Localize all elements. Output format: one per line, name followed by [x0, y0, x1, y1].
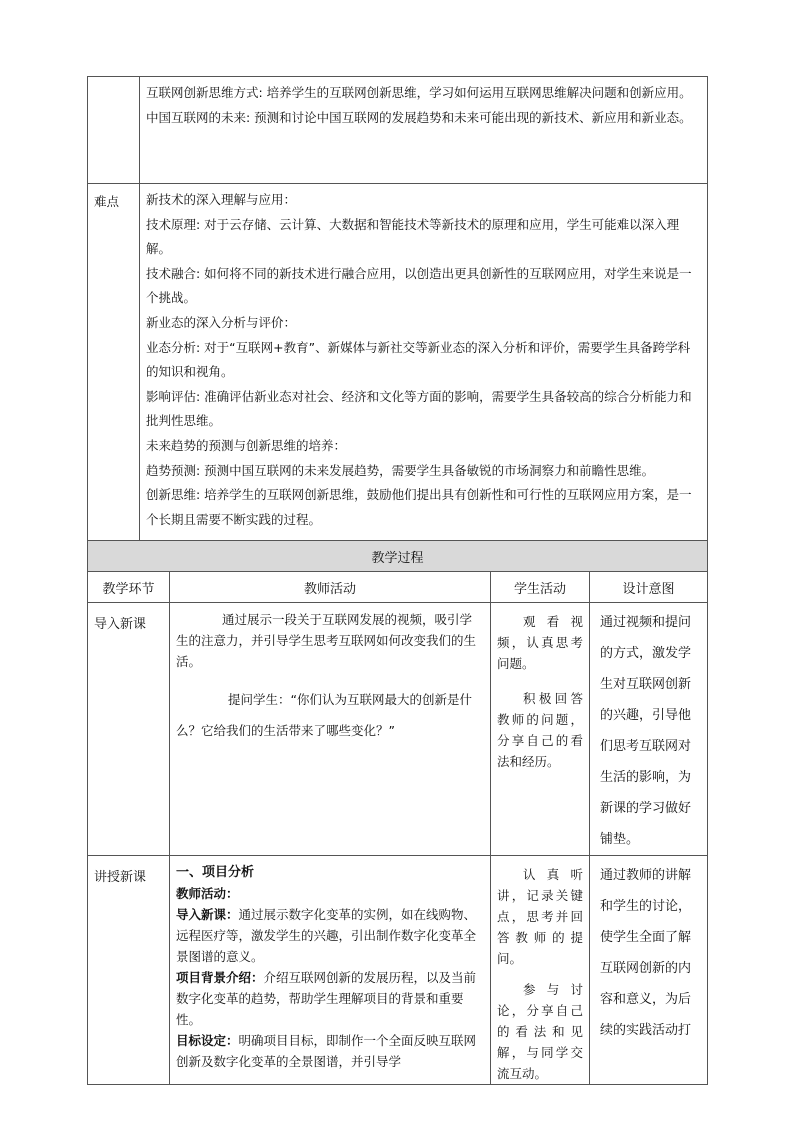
continued-row: [88, 77, 708, 184]
lecture-item: [176, 967, 484, 1030]
teacher-activity-cell: [170, 856, 491, 1085]
continued-content: [140, 77, 708, 184]
lesson-plan-page: [87, 76, 707, 1085]
header-teacher: 教师活动: [170, 572, 491, 603]
section-title: 一、项目分析: [176, 865, 255, 880]
lecture-item-text: 通过展示数字化变革的实例，如在线购物、远程医疗等，激发学生的兴趣，引出制作数字化变革全景图谱的意义。: [176, 907, 477, 964]
lesson-plan-table: [87, 76, 708, 1085]
difficulty-heading: 新技术的深入理解与应用：: [146, 192, 297, 207]
student-paragraph: 参与讨论，分享自己的看法和见解，与同学交流互动。: [497, 982, 583, 1081]
header-stage: 教学环节: [88, 572, 170, 603]
lecture-item: [176, 904, 484, 967]
process-band-title: 教学过程: [88, 541, 708, 572]
lecture-item-label: 目标设定：: [176, 1033, 239, 1048]
stage-cell: 讲授新课: [88, 856, 170, 1085]
process-row-intro: [88, 603, 708, 856]
header-student: 学生活动: [491, 572, 590, 603]
process-band-row: [88, 541, 708, 572]
design-intent-cell: 通过视频和提问的方式，激发学生对互联网创新的兴趣，引导他们思考互联网对生活的影响，为新课的学习做好铺垫。: [590, 603, 708, 856]
difficulty-heading: 新业态的深入分析与评价：: [146, 314, 297, 330]
content-paragraph: 技术融合: 如何将不同的新技术进行融合应用，以创造出更具创新性的互联网应用，对学生来说是一个挑战。: [146, 265, 692, 306]
lecture-item-label: 项目背景介绍：: [176, 970, 264, 985]
lecture-item-label: 导入新课：: [176, 907, 239, 922]
content-paragraph: 技术原理: 对于云存储、云计算、大数据和智能技术等新技术的原理和应用，学生可能难以深入理解。: [146, 216, 680, 257]
difficulty-content: [140, 184, 708, 541]
content-paragraph: 趋势预测: 预测中国互联网的未来发展趋势，需要学生具备敏锐的市场洞察力和前瞻性思维。: [146, 462, 655, 478]
difficulty-label: 难点: [88, 184, 140, 541]
content-paragraph: 创新思维: 培养学生的互联网创新思维，鼓励他们提出具有创新性和可行性的互联网应用方案，是一个长期且需要不断实践的过程。: [146, 487, 692, 527]
teacher-paragraph: 通过展示一段关于互联网发展的视频，吸引学生的注意力，并引导学生思考互联网如何改变我们的生活。: [176, 612, 477, 669]
content-paragraph: 互联网创新思维方式: 培养学生的互联网创新思维，学习如何运用互联网思维解决问题和创新应用。: [146, 85, 692, 100]
content-paragraph: 业态分析: 对于“互联网+教育”、新媒体与新社交等新业态的深入分析和评价，需要学生具备跨学科的知识和视角。: [146, 339, 691, 380]
stage-cell: 导入新课: [88, 603, 170, 856]
teacher-paragraph: 提问学生：“你们认为互联网最大的创新是什么？它给我们的生活带来了哪些变化？”: [176, 692, 472, 738]
header-intent: 设计意图: [590, 572, 708, 603]
difficulty-row: [88, 184, 708, 541]
content-paragraph: 影响评估: 准确评估新业态对社会、经济和文化等方面的影响，需要学生具备较高的综合分析能力和批判性思维。: [146, 388, 692, 429]
lecture-item: [176, 1030, 484, 1072]
process-row-lecture: [88, 856, 708, 1085]
lecture-item-text: 介绍互联网创新的发展历程，以及当前数字化变革的趋势，帮助学生理解项目的背景和重要性。: [176, 970, 477, 1027]
design-intent-cell: 通过教师的讲解和学生的讨论，使学生全面了解互联网创新的内容和意义，为后续的实践活动打: [590, 856, 708, 1085]
student-paragraph: 积极回答教师的问题，分享自己的看法和经历。: [497, 691, 583, 769]
lecture-item-text: 明确项目目标，即制作一个全面反映互联网创新及数字化变革的全景图谱，并引导学: [176, 1033, 477, 1069]
process-header-row: [88, 572, 708, 603]
student-paragraph: 观看视频，认真思考问题。: [497, 614, 583, 671]
teacher-activity-cell: [170, 603, 491, 856]
content-paragraph: 中国互联网的未来: 预测和讨论中国互联网的发展趋势和未来可能出现的新技术、新应用和新业态。: [146, 109, 692, 125]
difficulty-heading: 未来趋势的预测与创新思维的培养：: [146, 437, 347, 453]
student-paragraph: 认真听讲，记录关键点，思考并回答教师的提问。: [497, 867, 583, 966]
student-activity-cell: [491, 603, 590, 856]
student-activity-cell: [491, 856, 590, 1085]
teacher-activity-label: 教师活动：: [176, 886, 239, 901]
